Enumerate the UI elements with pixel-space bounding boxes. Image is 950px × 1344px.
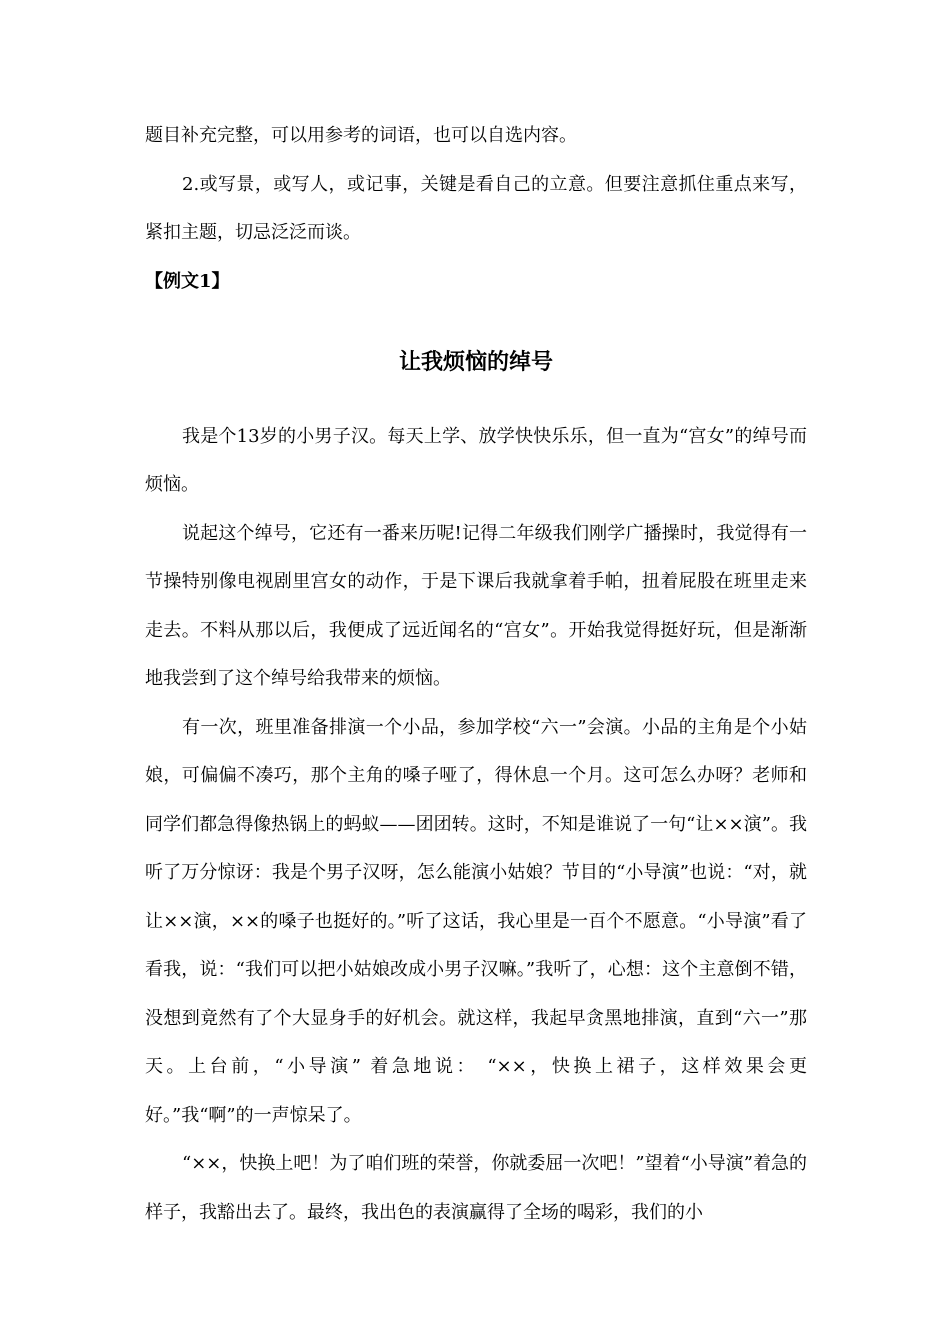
essay-paragraph-2: 说起这个绰号，它还有一番来历呢!记得二年级我们刚学广播操时，我觉得有一节操特别像电视剧里宫女的动作，于是下课后我就拿着手帕，扭着屁股在班里走来走去。不料从那以后，我便成了远近闻名的“宫女”。开始我觉得挺好玩，但是渐渐地我尝到了这个绰号给我带来的烦恼。 xyxy=(145,522,807,689)
essay-paragraph-3: 有一次，班里准备排演一个小品，参加学校“六一”会演。小品的主角是个小姑娘，可偏偏不凑巧，那个主角的嗓子哑了，得休息一个月。这可怎么办呀？老师和同学们都急得像热锅上的蚂蚁——团团转。这时，不知是谁说了一句“让××演”。我听了万分惊讶：我是个男子汉呀，怎么能演小姑娘？节目的“小导演”也说：“对，就让××演，××的嗓子也挺好的。”听了这话，我心里是一百个不愿意。“小导演”看了看我，说：“我们可以把小姑娘改成小男子汉嘛。”我听了，心想：这个主意倒不错，没想到竟然有了个大显身手的好机会。就这样，我起早贪黑地排演，直到“六一”那天。上台前，“小导演” 着急地说： “××，快换上裙子，这样效果会更好。”我“啊”的一声惊呆了。 xyxy=(145,716,807,1126)
essay-title: 让我烦恼的绰号 xyxy=(398,349,553,375)
intro-line-1: 题目补充完整，可以用参考的词语，也可以自选内容。 xyxy=(145,125,577,146)
example-label: 【例文1】 xyxy=(145,270,230,292)
essay-paragraph-1: 我是个13岁的小男子汉。每天上学、放学快快乐乐，但一直为“宫女”的绰号而烦恼。 xyxy=(145,425,807,495)
intro-point-2: 2.或写景，或写人，或记事，关键是看自己的立意。但要注意抓住重点来写，紧扣主题，切忌泛泛而谈。 xyxy=(145,173,807,243)
essay-paragraph-4: “××，快换上吧！为了咱们班的荣誉，你就委屈一次吧！”望着“小导演”着急的样子，我豁出去了。最终，我出色的表演赢得了全场的喝彩，我们的小 xyxy=(145,1153,807,1223)
document-page xyxy=(145,112,807,1237)
